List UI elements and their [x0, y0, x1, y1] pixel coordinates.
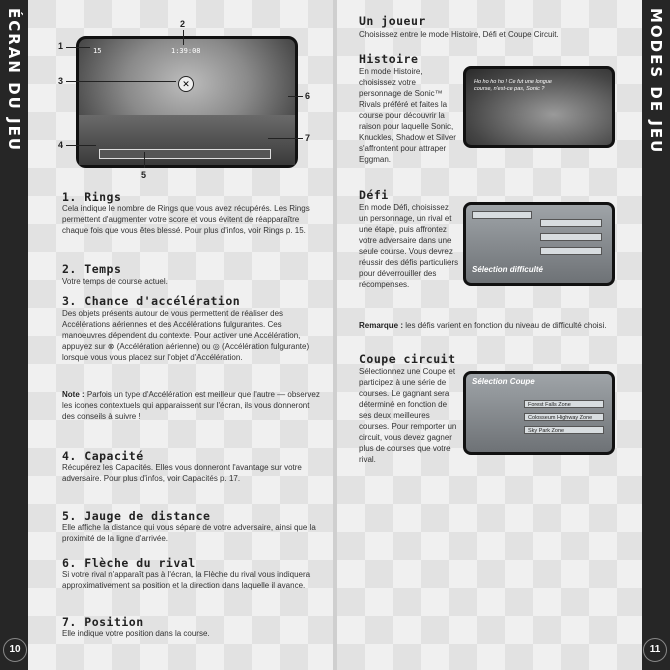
coupe-shot-label: Sélection Coupe [472, 377, 535, 386]
hud-rings-count: 15 [93, 47, 102, 55]
histoire-screenshot [463, 66, 615, 148]
left-side-title: ÉCRAN DU JEU [5, 8, 23, 153]
hud-race-time: 1:39:08 [171, 47, 201, 55]
note-text: Parfois un type d'Accélération est meilleur que l'autre — observez les icones contextuels qui apparaissent sur l'écran, ils vous donneront des conseils à suivre ! [62, 390, 320, 421]
defi-screenshot [463, 202, 615, 286]
left-page-number: 10 [3, 638, 27, 662]
callout-line-2 [183, 30, 184, 45]
defi-note-label: Remarque : [359, 321, 404, 330]
callout-line-1 [66, 47, 90, 48]
defi-shot-option-2 [540, 233, 602, 241]
section-text-temps: Votre temps de course actuel. [62, 277, 168, 286]
defi-shot-label: Sélection difficulté [472, 265, 543, 274]
callout-line-6 [288, 96, 303, 97]
defi-shot-option-3 [540, 247, 602, 255]
callout-7: 7 [305, 133, 311, 143]
section-title-jauge: 5. Jauge de distance [62, 509, 211, 523]
defi-note [359, 320, 635, 331]
cross-button-icon: ✕ [178, 76, 194, 92]
left-page [0, 0, 333, 670]
callout-2: 2 [180, 19, 186, 29]
callout-5: 5 [141, 170, 147, 180]
game-screen-screenshot [76, 36, 298, 168]
section-title-histoire: Histoire [359, 52, 419, 66]
callout-line-5 [144, 152, 145, 168]
section-text-histoire [359, 66, 459, 164]
section-text-capacite: Récupérez les Capacités. Elles vous donneront l'avantage sur votre adversaire. Pour plus d'infos, voir Capacités p. 17. [62, 463, 302, 483]
coupe-shot-row-1: Forest Falls Zone [524, 400, 604, 408]
callout-line-3 [66, 81, 176, 82]
coupe-shot-row-2: Colosseum Highway Zone [524, 413, 604, 421]
histoire-shot-dialog: Ho ho ho ho ! Ce fut une longue course, n'est-ce pas, Sonic ? [474, 79, 552, 92]
section-text-jauge: Elle affiche la distance qui vous sépare de votre adversaire, ainsi que la proximité de la ligne d'arrivée. [62, 523, 316, 543]
section-note-acceleration [62, 389, 320, 422]
coupe-paragraph: Sélectionnez une Coupe et participez à une série de courses. Le gagnant sera déterminé en fonction de ses deux meilleures courses. Pour remporter un circuit, vous devez gagner plus de courses que votre rival. [359, 367, 457, 464]
right-side-title: MODES DE JEU [647, 8, 665, 155]
left-side-band [0, 0, 28, 670]
right-side-band [642, 0, 670, 670]
callout-4: 4 [58, 140, 64, 150]
section-title-un-joueur: Un joueur [359, 14, 426, 28]
section-title-position: 7. Position [62, 615, 144, 629]
defi-shot-panel [472, 211, 532, 219]
section-text-position: Elle indique votre position dans la course. [62, 629, 210, 638]
note-label: Note : [62, 390, 85, 399]
callout-line-4 [66, 145, 96, 146]
section-text-fleche: Si votre rival n'apparaît pas à l'écran, la Flèche du rival vous indiquera approximativement sa position et la direction dans laquelle il avance. [62, 570, 311, 590]
right-page-number: 11 [643, 638, 667, 662]
section-title-fleche: 6. Flèche du rival [62, 556, 196, 570]
section-text-rings: Cela indique le nombre de Rings que vous avez récupérés. Les Rings permettent d'augmenter votre score et vous évitent de réapparaître chaque fois que vous êtes blessé. Pour plus d'infos, voir Rings p. 15. [62, 204, 310, 235]
section-text-coupe [359, 366, 459, 466]
callout-1: 1 [58, 41, 64, 51]
callout-line-7 [268, 138, 303, 139]
right-page [337, 0, 670, 670]
section-title-capacite: 4. Capacité [62, 449, 144, 463]
defi-shot-option-1 [540, 219, 602, 227]
histoire-paragraph: En mode Histoire, choisissez votre personnage de Sonic™ Rivals préféré et faites la course pour découvrir la raison pour laquelle Sonic, Knuckles, Shadow et Silver s'affrontent pour attraper Eggman. [359, 67, 456, 164]
section-text-un-joueur: Choisissez entre le mode Histoire, Défi et Coupe Circuit. [359, 30, 559, 39]
section-text-acceleration: Des objets présents autour de vous permettent de réaliser des Accélérations aériennes et des Accélérations fulgurantes. Ces manoeuvres dépendent du contexte. Pour activer une Accélération, appuyez sur ⊗ (Accélération aérienne) ou ◎ (Accélération fulgurante) lorsque vous vous placez sur l'objet d'Accélération. [62, 309, 310, 362]
section-title-temps: 2. Temps [62, 262, 122, 276]
section-title-acceleration: 3. Chance d'accélération [62, 294, 241, 308]
section-title-rings: 1. Rings [62, 190, 122, 204]
coupe-screenshot [463, 371, 615, 455]
section-text-defi [359, 202, 459, 312]
coupe-shot-row-3: Sky Park Zone [524, 426, 604, 434]
defi-note-text: les défis varient en fonction du niveau de difficulté choisi. [405, 321, 607, 330]
callout-6: 6 [305, 91, 311, 101]
section-title-defi: Défi [359, 188, 389, 202]
callout-3: 3 [58, 76, 64, 86]
distance-gauge [99, 149, 271, 159]
defi-paragraph: En mode Défi, choisissez un personnage, un rival et une étape, puis affrontez votre adversaire dans une seule course. Vous devrez réussir des défis particuliers pour déverrouiller des récompenses. [359, 203, 459, 289]
section-title-coupe: Coupe circuit [359, 352, 456, 366]
